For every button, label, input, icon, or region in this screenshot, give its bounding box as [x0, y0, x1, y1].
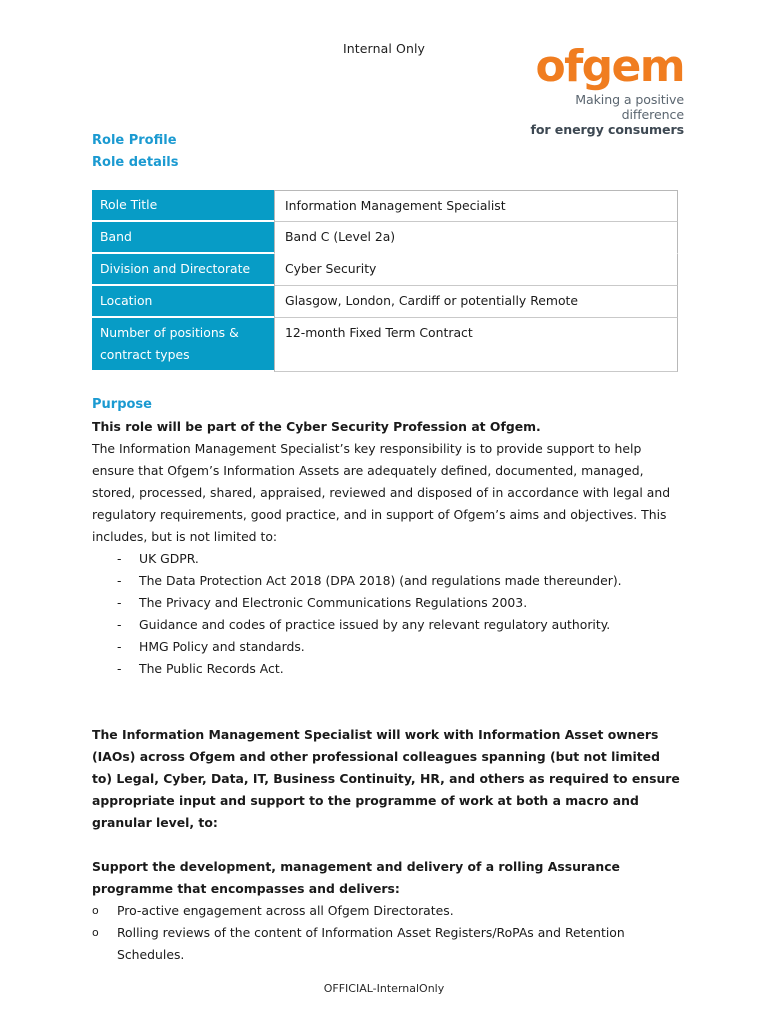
purpose-lead-text: This role will be part of the Cyber Security Profession at Ofgem.: [92, 419, 541, 434]
list-item-text: The Data Protection Act 2018 (DPA 2018) (and regulations made thereunder).: [139, 573, 622, 588]
row-label-division-directorate: Division and Directorate: [92, 254, 274, 286]
row-label-location: Location: [92, 286, 274, 318]
table-row: [92, 318, 678, 372]
heading-role-details: Role details: [92, 155, 179, 170]
circle-bullet-icon: o: [92, 904, 99, 917]
role-details-table: [92, 190, 678, 372]
heading-purpose: Purpose: [92, 397, 152, 412]
assurance-list: [92, 900, 680, 966]
row-value-band: Band C (Level 2a): [274, 222, 678, 254]
ofgem-tagline-line1: Making a positive difference: [575, 92, 684, 122]
list-item: [92, 570, 680, 592]
table-row: [92, 190, 678, 222]
row-value-role-title: Information Management Specialist: [274, 190, 678, 222]
section-spacer: [92, 372, 680, 394]
list-item: [92, 548, 680, 570]
header-classification-label: Internal Only: [342, 41, 426, 56]
list-item-text: Pro-active engagement across all Ofgem Directorates.: [117, 903, 454, 918]
list-item-text: The Privacy and Electronic Communications Regulations 2003.: [139, 595, 528, 610]
dash-bullet-icon: -: [117, 661, 122, 676]
dash-bullet-icon: -: [117, 551, 122, 566]
row-label-role-title: Role Title: [92, 190, 274, 222]
row-value-division-directorate: Cyber Security: [274, 254, 678, 286]
footer-classification-label: OFFICIAL-InternalOnly: [323, 982, 445, 995]
document-body: [92, 130, 680, 966]
row-value-location: Glasgow, London, Cardiff or potentially Remote: [274, 286, 678, 318]
legislation-list: [92, 548, 680, 680]
dash-bullet-icon: -: [117, 595, 122, 610]
table-row: [92, 286, 678, 318]
list-item: [92, 658, 680, 680]
ofgem-wordmark: ofgem: [535, 41, 684, 92]
purpose-paragraph: The Information Management Specialist’s key responsibility is to provide support to help ensure that Ofgem’s Information Assets are adequately defined, documented, managed, stored, processed, shared, appraised, reviewed and disposed of in accordance with legal and regulatory requirements, good practice, and in support of Ofgem’s aims and objectives. This includes, but is not limited to:: [92, 441, 671, 544]
table-row: [92, 254, 678, 286]
collaboration-paragraph: The Information Management Specialist will work with Information Asset owners (IAOs) across Ofgem and other professional colleagues spanning (but not limited to) Legal, Cyber, Data, IT, Business Continuity, HR, and others as required to ensure appropriate input and support to the programme of work at both a macro and granular level, to:: [92, 727, 680, 830]
list-item: [92, 636, 680, 658]
list-item: [92, 922, 680, 966]
page-footer: [0, 982, 768, 995]
list-item: [92, 900, 680, 922]
row-label-positions-contract-types: Number of positions & contract types: [92, 318, 274, 372]
row-label-band: Band: [92, 222, 274, 254]
list-item-text: Rolling reviews of the content of Information Asset Registers/RoPAs and Retention Schedules.: [117, 925, 625, 962]
list-item: [92, 614, 680, 636]
row-value-positions-contract-types: 12-month Fixed Term Contract: [274, 318, 678, 372]
circle-bullet-icon: o: [92, 926, 99, 939]
list-item-text: The Public Records Act.: [139, 661, 284, 676]
ofgem-tagline-line2: for energy consumers: [530, 122, 684, 137]
dash-bullet-icon: -: [117, 573, 122, 588]
heading-role-profile: Role Profile: [92, 133, 177, 148]
section-spacer: [92, 680, 680, 724]
list-item-text: Guidance and codes of practice issued by any relevant regulatory authority.: [139, 617, 611, 632]
list-item-text: HMG Policy and standards.: [139, 639, 305, 654]
dash-bullet-icon: -: [117, 617, 122, 632]
list-item-text: UK GDPR.: [139, 551, 199, 566]
section-spacer: [92, 834, 680, 856]
table-row: [92, 222, 678, 254]
assurance-heading: Support the development, management and delivery of a rolling Assurance programme that encompasses and delivers:: [92, 859, 620, 896]
list-item: [92, 592, 680, 614]
dash-bullet-icon: -: [117, 639, 122, 654]
ofgem-logo: [514, 41, 684, 137]
